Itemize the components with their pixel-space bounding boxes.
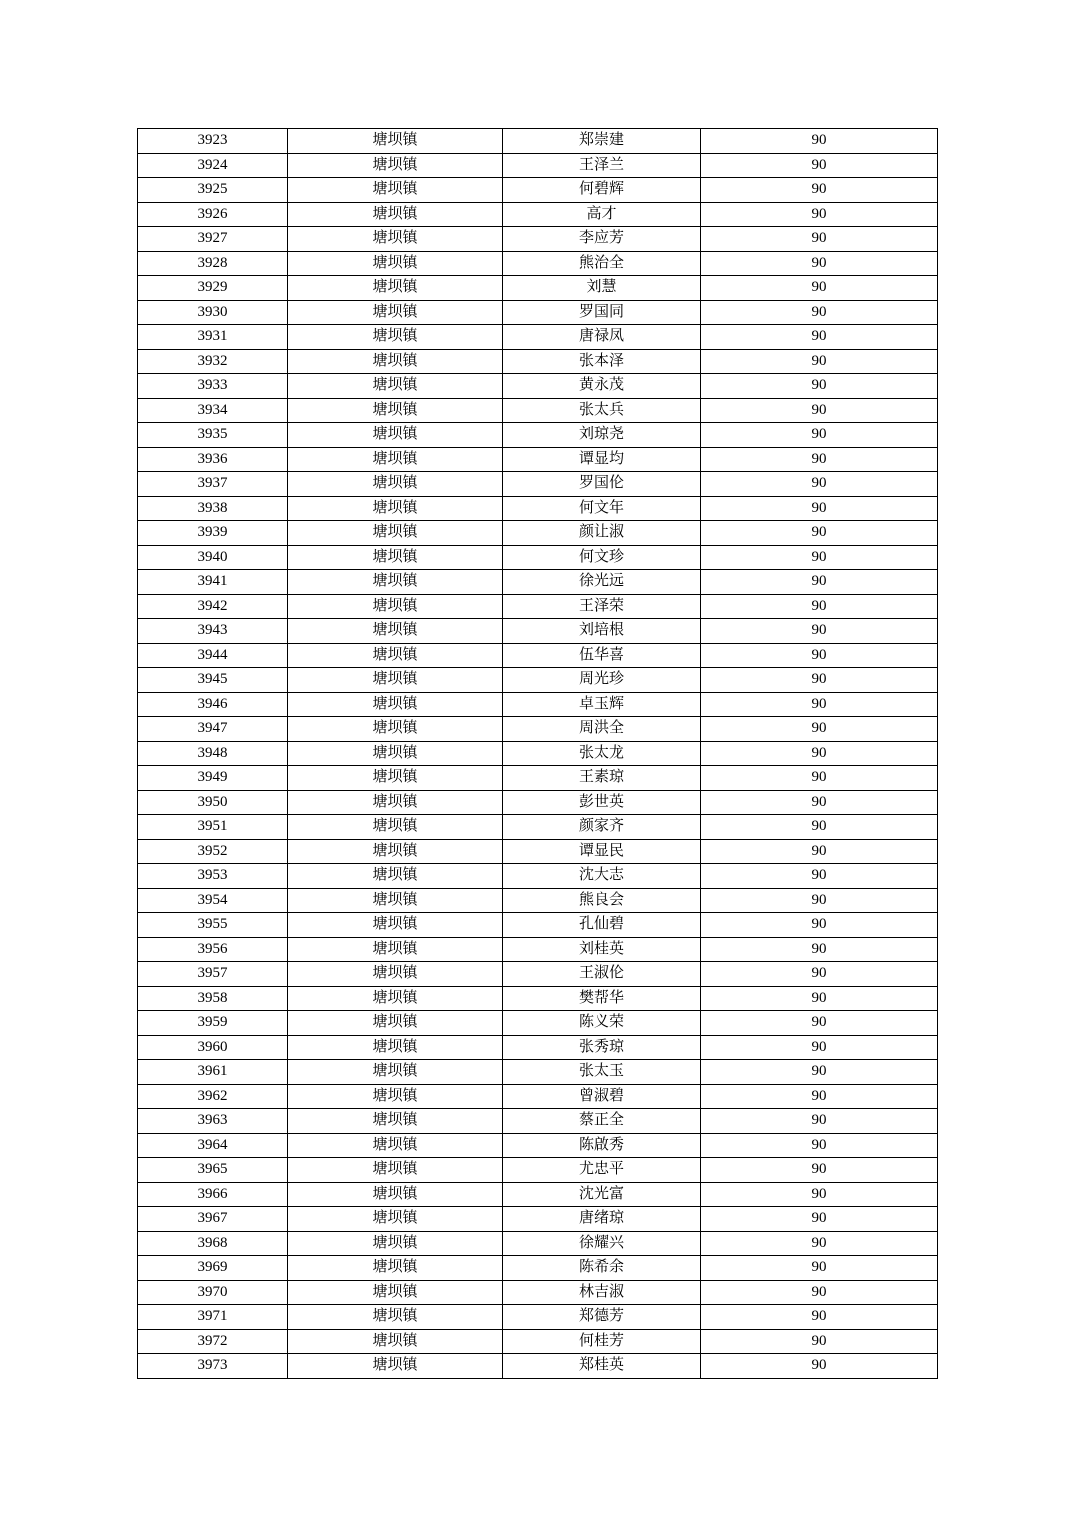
cell-serial: 3947 [138, 717, 288, 742]
table-row [138, 1305, 938, 1330]
cell-name: 何桂芳 [503, 1329, 701, 1354]
table-row [138, 766, 938, 791]
cell-score: 90 [701, 202, 938, 227]
cell-serial: 3972 [138, 1329, 288, 1354]
cell-name: 唐禄凤 [503, 325, 701, 350]
cell-town: 塘坝镇 [288, 472, 503, 497]
cell-serial: 3942 [138, 594, 288, 619]
cell-name: 郑德芳 [503, 1305, 701, 1330]
cell-serial: 3924 [138, 153, 288, 178]
cell-name: 沈大志 [503, 864, 701, 889]
cell-serial: 3948 [138, 741, 288, 766]
cell-score: 90 [701, 1207, 938, 1232]
cell-serial: 3934 [138, 398, 288, 423]
cell-name: 王素琼 [503, 766, 701, 791]
table-row [138, 962, 938, 987]
cell-town: 塘坝镇 [288, 1329, 503, 1354]
cell-town: 塘坝镇 [288, 570, 503, 595]
cell-score: 90 [701, 325, 938, 350]
cell-serial: 3940 [138, 545, 288, 570]
table-row [138, 570, 938, 595]
table-row [138, 227, 938, 252]
cell-score: 90 [701, 839, 938, 864]
cell-score: 90 [701, 619, 938, 644]
cell-name: 孔仙碧 [503, 913, 701, 938]
cell-town: 塘坝镇 [288, 619, 503, 644]
cell-town: 塘坝镇 [288, 766, 503, 791]
cell-town: 塘坝镇 [288, 325, 503, 350]
cell-score: 90 [701, 1133, 938, 1158]
cell-serial: 3969 [138, 1256, 288, 1281]
cell-town: 塘坝镇 [288, 153, 503, 178]
cell-town: 塘坝镇 [288, 643, 503, 668]
cell-score: 90 [701, 398, 938, 423]
cell-serial: 3939 [138, 521, 288, 546]
cell-serial: 3962 [138, 1084, 288, 1109]
cell-name: 郑崇建 [503, 129, 701, 154]
cell-town: 塘坝镇 [288, 692, 503, 717]
table-row [138, 815, 938, 840]
cell-score: 90 [701, 423, 938, 448]
cell-town: 塘坝镇 [288, 937, 503, 962]
cell-name: 高才 [503, 202, 701, 227]
cell-serial: 3961 [138, 1060, 288, 1085]
cell-name: 刘桂英 [503, 937, 701, 962]
table-row [138, 374, 938, 399]
table-row [138, 1035, 938, 1060]
cell-name: 罗国同 [503, 300, 701, 325]
cell-score: 90 [701, 1035, 938, 1060]
table-row [138, 1231, 938, 1256]
table-row [138, 937, 938, 962]
cell-town: 塘坝镇 [288, 374, 503, 399]
cell-score: 90 [701, 1182, 938, 1207]
cell-name: 周光珍 [503, 668, 701, 693]
table-row [138, 986, 938, 1011]
cell-name: 李应芳 [503, 227, 701, 252]
cell-town: 塘坝镇 [288, 251, 503, 276]
cell-town: 塘坝镇 [288, 496, 503, 521]
cell-serial: 3937 [138, 472, 288, 497]
cell-town: 塘坝镇 [288, 129, 503, 154]
table-row [138, 178, 938, 203]
cell-name: 蔡正全 [503, 1109, 701, 1134]
cell-town: 塘坝镇 [288, 227, 503, 252]
table-row [138, 398, 938, 423]
table-row [138, 692, 938, 717]
cell-score: 90 [701, 1280, 938, 1305]
cell-town: 塘坝镇 [288, 1207, 503, 1232]
cell-serial: 3943 [138, 619, 288, 644]
cell-town: 塘坝镇 [288, 398, 503, 423]
cell-serial: 3938 [138, 496, 288, 521]
cell-town: 塘坝镇 [288, 202, 503, 227]
cell-serial: 3923 [138, 129, 288, 154]
cell-score: 90 [701, 1354, 938, 1379]
cell-serial: 3960 [138, 1035, 288, 1060]
cell-score: 90 [701, 472, 938, 497]
cell-score: 90 [701, 888, 938, 913]
cell-score: 90 [701, 962, 938, 987]
cell-name: 刘慧 [503, 276, 701, 301]
table-row [138, 521, 938, 546]
cell-town: 塘坝镇 [288, 521, 503, 546]
cell-name: 伍华喜 [503, 643, 701, 668]
cell-score: 90 [701, 1231, 938, 1256]
cell-serial: 3935 [138, 423, 288, 448]
table-row [138, 496, 938, 521]
cell-town: 塘坝镇 [288, 1133, 503, 1158]
cell-name: 黄永茂 [503, 374, 701, 399]
cell-name: 何碧辉 [503, 178, 701, 203]
cell-town: 塘坝镇 [288, 178, 503, 203]
cell-town: 塘坝镇 [288, 986, 503, 1011]
cell-name: 唐绪琼 [503, 1207, 701, 1232]
cell-score: 90 [701, 1011, 938, 1036]
cell-name: 刘琼尧 [503, 423, 701, 448]
table-row [138, 202, 938, 227]
cell-serial: 3929 [138, 276, 288, 301]
cell-town: 塘坝镇 [288, 1035, 503, 1060]
cell-serial: 3966 [138, 1182, 288, 1207]
table-row [138, 447, 938, 472]
table-row [138, 913, 938, 938]
cell-serial: 3964 [138, 1133, 288, 1158]
cell-town: 塘坝镇 [288, 741, 503, 766]
cell-score: 90 [701, 251, 938, 276]
cell-town: 塘坝镇 [288, 790, 503, 815]
cell-town: 塘坝镇 [288, 1231, 503, 1256]
table-row [138, 349, 938, 374]
cell-name: 何文年 [503, 496, 701, 521]
cell-serial: 3945 [138, 668, 288, 693]
cell-town: 塘坝镇 [288, 913, 503, 938]
cell-serial: 3944 [138, 643, 288, 668]
cell-town: 塘坝镇 [288, 349, 503, 374]
table-row [138, 325, 938, 350]
cell-score: 90 [701, 447, 938, 472]
cell-serial: 3955 [138, 913, 288, 938]
cell-serial: 3971 [138, 1305, 288, 1330]
table-row [138, 1060, 938, 1085]
cell-score: 90 [701, 913, 938, 938]
cell-town: 塘坝镇 [288, 1158, 503, 1183]
cell-name: 张本泽 [503, 349, 701, 374]
table-row [138, 668, 938, 693]
table-row [138, 1109, 938, 1134]
cell-serial: 3949 [138, 766, 288, 791]
cell-serial: 3946 [138, 692, 288, 717]
cell-score: 90 [701, 545, 938, 570]
cell-name: 谭显均 [503, 447, 701, 472]
cell-score: 90 [701, 1305, 938, 1330]
cell-score: 90 [701, 1256, 938, 1281]
cell-serial: 3931 [138, 325, 288, 350]
cell-town: 塘坝镇 [288, 1182, 503, 1207]
cell-score: 90 [701, 1060, 938, 1085]
cell-name: 林吉淑 [503, 1280, 701, 1305]
cell-score: 90 [701, 570, 938, 595]
cell-serial: 3959 [138, 1011, 288, 1036]
cell-score: 90 [701, 153, 938, 178]
records-table [137, 128, 938, 1379]
cell-serial: 3941 [138, 570, 288, 595]
cell-town: 塘坝镇 [288, 1354, 503, 1379]
cell-serial: 3930 [138, 300, 288, 325]
cell-score: 90 [701, 986, 938, 1011]
cell-town: 塘坝镇 [288, 864, 503, 889]
table-row [138, 423, 938, 448]
cell-serial: 3925 [138, 178, 288, 203]
cell-town: 塘坝镇 [288, 545, 503, 570]
table-row [138, 251, 938, 276]
cell-name: 罗国伦 [503, 472, 701, 497]
cell-serial: 3926 [138, 202, 288, 227]
table-row [138, 545, 938, 570]
cell-name: 何文珍 [503, 545, 701, 570]
cell-town: 塘坝镇 [288, 1305, 503, 1330]
cell-serial: 3952 [138, 839, 288, 864]
cell-name: 周洪全 [503, 717, 701, 742]
records-table-body [138, 129, 938, 1379]
cell-score: 90 [701, 1158, 938, 1183]
cell-serial: 3933 [138, 374, 288, 399]
table-row [138, 1084, 938, 1109]
cell-town: 塘坝镇 [288, 1280, 503, 1305]
table-row [138, 1354, 938, 1379]
table-row [138, 1280, 938, 1305]
cell-name: 卓玉辉 [503, 692, 701, 717]
cell-score: 90 [701, 129, 938, 154]
cell-score: 90 [701, 790, 938, 815]
cell-town: 塘坝镇 [288, 1060, 503, 1085]
cell-town: 塘坝镇 [288, 815, 503, 840]
cell-name: 郑桂英 [503, 1354, 701, 1379]
cell-name: 王泽兰 [503, 153, 701, 178]
cell-serial: 3957 [138, 962, 288, 987]
cell-name: 徐光远 [503, 570, 701, 595]
cell-name: 沈光富 [503, 1182, 701, 1207]
cell-name: 陈啟秀 [503, 1133, 701, 1158]
cell-serial: 3958 [138, 986, 288, 1011]
cell-name: 熊治全 [503, 251, 701, 276]
cell-name: 王泽荣 [503, 594, 701, 619]
cell-serial: 3956 [138, 937, 288, 962]
cell-name: 陈希余 [503, 1256, 701, 1281]
cell-name: 张太玉 [503, 1060, 701, 1085]
cell-score: 90 [701, 692, 938, 717]
cell-name: 徐耀兴 [503, 1231, 701, 1256]
cell-town: 塘坝镇 [288, 423, 503, 448]
table-row [138, 888, 938, 913]
cell-serial: 3970 [138, 1280, 288, 1305]
table-row [138, 1256, 938, 1281]
cell-score: 90 [701, 643, 938, 668]
table-row [138, 1207, 938, 1232]
cell-town: 塘坝镇 [288, 1084, 503, 1109]
table-row [138, 1133, 938, 1158]
cell-town: 塘坝镇 [288, 962, 503, 987]
cell-name: 樊帮华 [503, 986, 701, 1011]
cell-name: 张太兵 [503, 398, 701, 423]
cell-name: 颜让淑 [503, 521, 701, 546]
cell-name: 尤忠平 [503, 1158, 701, 1183]
cell-serial: 3965 [138, 1158, 288, 1183]
table-row [138, 594, 938, 619]
cell-serial: 3951 [138, 815, 288, 840]
table-row [138, 153, 938, 178]
cell-serial: 3973 [138, 1354, 288, 1379]
table-row [138, 129, 938, 154]
cell-score: 90 [701, 374, 938, 399]
cell-town: 塘坝镇 [288, 447, 503, 472]
cell-name: 颜家齐 [503, 815, 701, 840]
table-row [138, 717, 938, 742]
cell-town: 塘坝镇 [288, 1256, 503, 1281]
cell-score: 90 [701, 864, 938, 889]
table-row [138, 300, 938, 325]
cell-serial: 3968 [138, 1231, 288, 1256]
cell-score: 90 [701, 594, 938, 619]
table-row [138, 839, 938, 864]
cell-name: 陈义荣 [503, 1011, 701, 1036]
table-row [138, 619, 938, 644]
table-row [138, 864, 938, 889]
cell-score: 90 [701, 937, 938, 962]
cell-name: 刘培根 [503, 619, 701, 644]
cell-name: 张秀琼 [503, 1035, 701, 1060]
cell-serial: 3963 [138, 1109, 288, 1134]
cell-town: 塘坝镇 [288, 1109, 503, 1134]
table-row [138, 1011, 938, 1036]
cell-score: 90 [701, 741, 938, 766]
table-row [138, 1158, 938, 1183]
cell-town: 塘坝镇 [288, 839, 503, 864]
cell-score: 90 [701, 349, 938, 374]
table-row [138, 790, 938, 815]
cell-score: 90 [701, 496, 938, 521]
cell-serial: 3967 [138, 1207, 288, 1232]
cell-score: 90 [701, 668, 938, 693]
cell-name: 熊良会 [503, 888, 701, 913]
cell-score: 90 [701, 521, 938, 546]
cell-serial: 3954 [138, 888, 288, 913]
cell-town: 塘坝镇 [288, 668, 503, 693]
cell-town: 塘坝镇 [288, 594, 503, 619]
cell-name: 张太龙 [503, 741, 701, 766]
table-row [138, 741, 938, 766]
cell-serial: 3932 [138, 349, 288, 374]
cell-score: 90 [701, 1109, 938, 1134]
cell-score: 90 [701, 300, 938, 325]
cell-name: 谭显民 [503, 839, 701, 864]
cell-name: 曾淑碧 [503, 1084, 701, 1109]
table-row [138, 276, 938, 301]
cell-score: 90 [701, 1084, 938, 1109]
cell-town: 塘坝镇 [288, 888, 503, 913]
cell-score: 90 [701, 766, 938, 791]
cell-town: 塘坝镇 [288, 1011, 503, 1036]
cell-town: 塘坝镇 [288, 717, 503, 742]
cell-town: 塘坝镇 [288, 276, 503, 301]
cell-score: 90 [701, 717, 938, 742]
cell-name: 彭世英 [503, 790, 701, 815]
cell-score: 90 [701, 276, 938, 301]
cell-serial: 3936 [138, 447, 288, 472]
table-row [138, 472, 938, 497]
cell-serial: 3927 [138, 227, 288, 252]
cell-serial: 3928 [138, 251, 288, 276]
cell-name: 王淑伦 [503, 962, 701, 987]
cell-score: 90 [701, 178, 938, 203]
cell-score: 90 [701, 815, 938, 840]
cell-score: 90 [701, 227, 938, 252]
table-row [138, 1182, 938, 1207]
table-row [138, 643, 938, 668]
table-row [138, 1329, 938, 1354]
cell-town: 塘坝镇 [288, 300, 503, 325]
cell-serial: 3950 [138, 790, 288, 815]
cell-score: 90 [701, 1329, 938, 1354]
cell-serial: 3953 [138, 864, 288, 889]
